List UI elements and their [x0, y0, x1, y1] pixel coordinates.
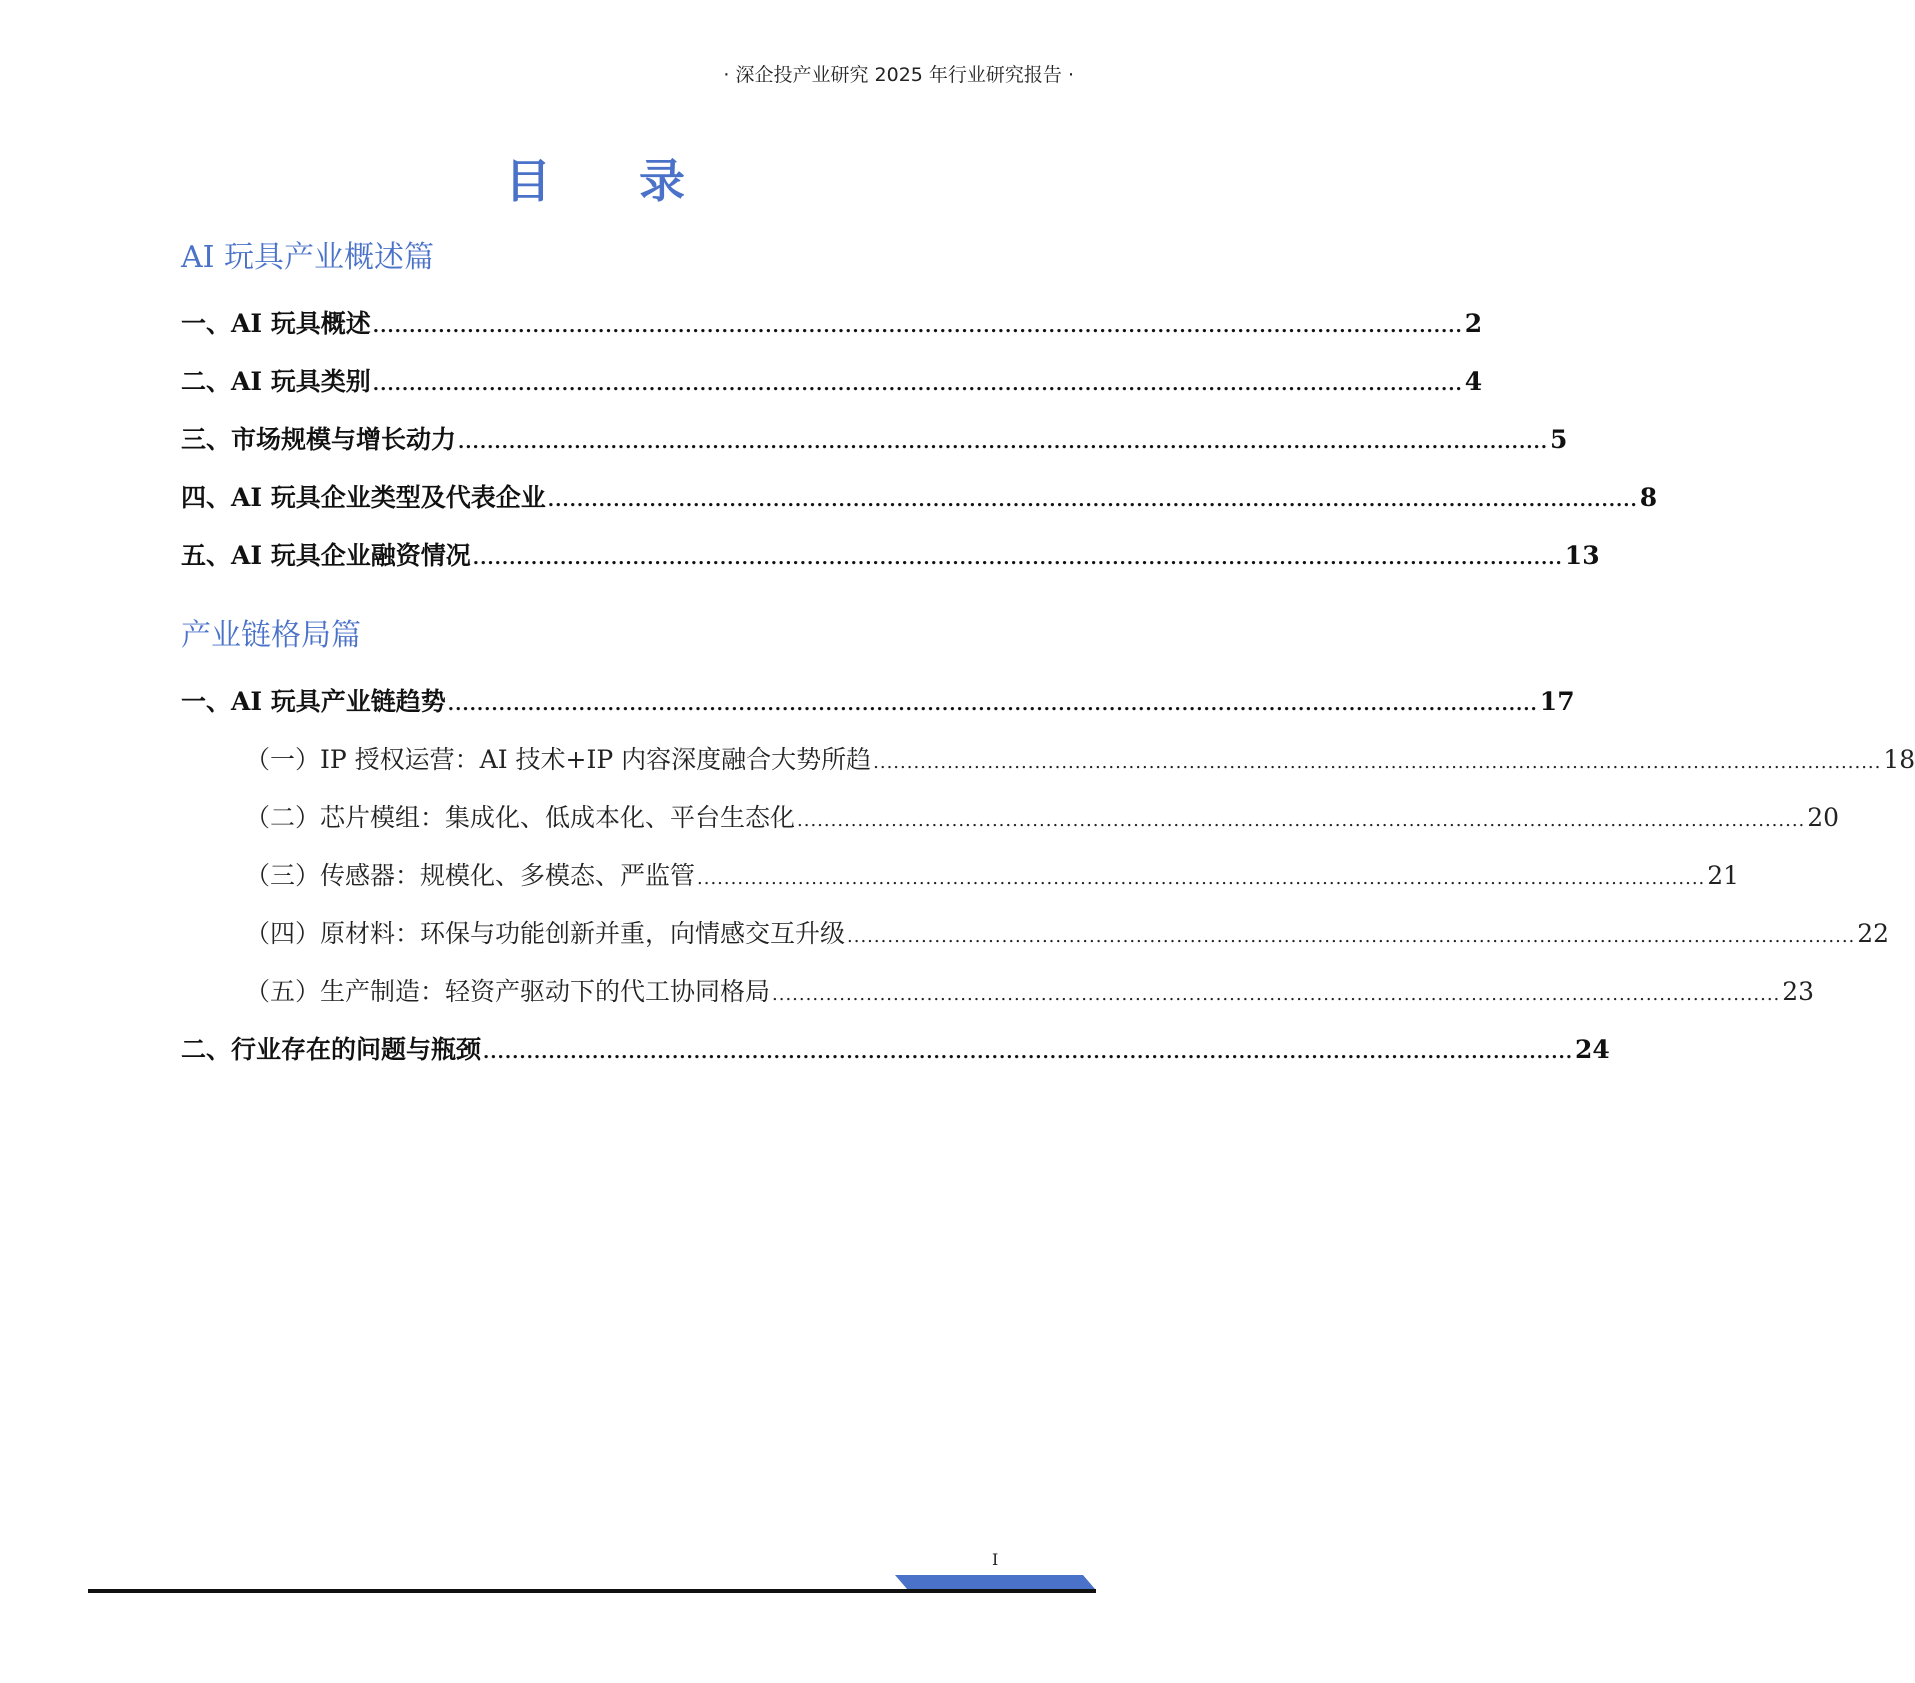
toc-entry-text: 一、AI 玩具概述 [181, 309, 371, 338]
footer-page-number: I [992, 1550, 999, 1569]
toc-page-number: 23 [1782, 977, 1815, 1006]
toc-page-number: 5 [1550, 425, 1568, 454]
dot-leader: ...................................................................................................................................................... [697, 868, 1706, 889]
dot-leader: ...................................................................................................................................................... [458, 432, 1549, 453]
toc-entry[interactable] [181, 538, 1600, 574]
toc-entry[interactable] [181, 364, 1483, 400]
dot-leader: ...................................................................................................................................................... [772, 984, 1781, 1005]
toc-entry[interactable] [181, 480, 1658, 516]
dot-leader: ...................................................................................................................................................... [472, 548, 1563, 569]
toc-page-number: 17 [1539, 687, 1575, 716]
dot-leader: ...................................................................................................................................................... [847, 926, 1856, 947]
toc-entry[interactable] [181, 1032, 1610, 1068]
toc-subentry[interactable] [245, 800, 1840, 836]
toc-entry[interactable] [181, 684, 1575, 720]
toc-page-number: 20 [1807, 803, 1840, 832]
toc-entry-text: 五、AI 玩具企业融资情况 [181, 541, 471, 570]
toc-entry-text: 二、AI 玩具类别 [181, 367, 371, 396]
toc-page-number: 18 [1883, 745, 1915, 774]
dot-leader: ...................................................................................................................................................... [447, 694, 1538, 715]
section-heading-industry-chain: 产业链格局篇 [181, 618, 361, 653]
dot-leader: ...................................................................................................................................................... [797, 810, 1806, 831]
toc-page-number: 21 [1707, 861, 1740, 890]
toc-entry-text: （四）原材料：环保与功能创新并重，向情感交互升级 [245, 919, 846, 948]
toc-page-number: 2 [1464, 309, 1483, 338]
dot-leader: ...................................................................................................................................................... [372, 374, 1463, 395]
toc-page-number: 8 [1639, 483, 1658, 512]
toc-entry-text: （二）芯片模组：集成化、低成本化、平台生态化 [245, 803, 796, 832]
toc-subentry[interactable] [245, 974, 1815, 1010]
section-heading-overview: AI 玩具产业概述篇 [181, 240, 435, 275]
toc-entry-text: 三、市场规模与增长动力 [181, 425, 457, 454]
toc-entry-text: 二、行业存在的问题与瓶颈 [181, 1035, 482, 1064]
dot-leader: ...................................................................................................................................................... [873, 752, 1882, 773]
toc-subentry[interactable] [245, 916, 1890, 952]
toc-entry-text: （一）IP 授权运营：AI 技术+IP 内容深度融合大势所趋 [245, 745, 872, 774]
toc-title: 目 录 [504, 154, 721, 208]
toc-subentry[interactable] [245, 742, 1915, 778]
toc-entry-text: （三）传感器：规模化、多模态、严监管 [245, 861, 696, 890]
toc-entry-text: 四、AI 玩具企业类型及代表企业 [181, 483, 546, 512]
running-header: · 深企投产业研究 2025 年行业研究报告 · [723, 64, 1074, 86]
toc-subentry[interactable] [245, 858, 1740, 894]
toc-page-number: 13 [1564, 541, 1600, 570]
toc-entry-text: 一、AI 玩具产业链趋势 [181, 687, 446, 716]
toc-entry[interactable] [181, 422, 1568, 458]
toc-page-number: 4 [1464, 367, 1483, 396]
toc-page-number: 22 [1857, 919, 1890, 948]
dot-leader: ...................................................................................................................................................... [372, 316, 1463, 337]
toc-entry[interactable] [181, 306, 1483, 342]
footer-rule [88, 1589, 1096, 1593]
dot-leader: ...................................................................................................................................................... [483, 1042, 1574, 1063]
toc-entry-text: （五）生产制造：轻资产驱动下的代工协同格局 [245, 977, 771, 1006]
toc-page-number: 24 [1575, 1035, 1610, 1064]
dot-leader: ...................................................................................................................................................... [547, 490, 1638, 511]
